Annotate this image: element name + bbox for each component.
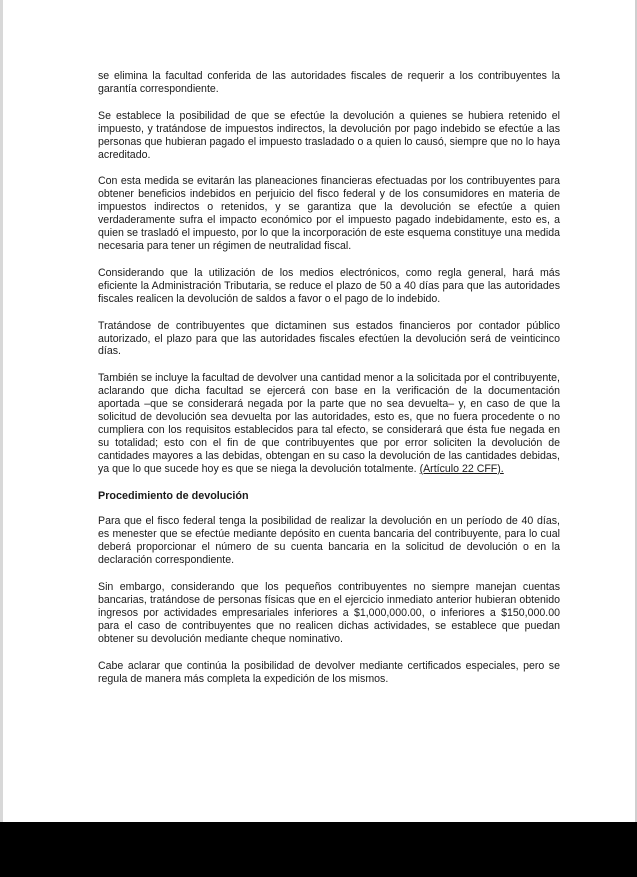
paragraph-text: Para que el fisco federal tenga la posibilidad de realizar la devolución en un período de 40 días, es menester que se efectúe mediante depósito en cuenta bancaria del contribuyente, para lo cual deberá proporcionar el número de su cuenta bancaria en la solicitud de devolución o en la declaración correspondiente. — [98, 515, 560, 567]
paragraph-garantia — [98, 70, 560, 96]
paragraph-text: Se establece la posibilidad de que se efectúe la devolución a quienes se hubiera retenido el impuesto, y tratándose de impuestos indirectos, la devolución por pago indebido se efectúe a las personas que hubieran pagado el impuesto trasladado o a quien lo causó, siempre que no lo haya acreditado. — [98, 109, 560, 161]
paragraph-text: También se incluye la facultad de devolver una cantidad menor a la solicitada por el contribuyente, aclarando que dicha facultad se ejercerá con base en la verificación de la documentación aportada –que se considerará negada por la parte que no sea devuelta– y, en caso de que la solicitud de devolución sea devuelta por las autoridades, esto es, que no fuera procedente o no cumpliera con los requisitos establecidos para tal efecto, se considerará que ésta fue negada en su totalidad; esto con el fin de que contribuyentes que por error soliciten la devolución de cantidades mayores a las debidas, obtengan en su caso la devolución de las cantidades debidas, ya que lo que sucede hoy es que se niega la devolución totalmente. — [98, 372, 560, 475]
scan-bottom-band — [0, 822, 637, 877]
paragraph-dictamen — [98, 320, 560, 359]
paragraph-pequenos-contribuyentes — [98, 581, 560, 646]
paragraph-text: se elimina la facultad conferida de las autoridades fiscales de requerir a los contribuyentes la garantía correspondiente. — [98, 70, 560, 95]
document-body — [98, 70, 560, 699]
paragraph-text: Cabe aclarar que continúa la posibilidad de devolver mediante certificados especiales, pero se regula de manera más completa la expedición de los mismos. — [98, 659, 560, 685]
paragraph-certificados — [98, 660, 560, 686]
paragraph-medios-electronicos — [98, 267, 560, 306]
paragraph-cuenta-bancaria — [98, 515, 560, 567]
paragraph-cantidad-menor — [98, 372, 560, 475]
scan-edge-left — [0, 0, 3, 822]
paragraph-text: Con esta medida se evitarán las planeaciones financieras efectuadas por los contribuyentes para obtener beneficios indebidos en perjuicio del fisco federal y de los consumidores en materia de impuestos indirectos o retenidos, y se garantiza que la devolución se efectúe a quien verdaderamente sufra el impacto económico por el impuesto pagado indebidamente, esto es, a quien se trasladó el impuesto, por lo que la incorporación de este esquema constituye una medida necesaria para tener un régimen de neutralidad fiscal. — [98, 175, 560, 252]
paragraph-planeaciones — [98, 175, 560, 252]
article-reference: (Artículo 22 CFF). — [419, 462, 504, 475]
paragraph-retenido — [98, 110, 560, 162]
paragraph-text: Considerando que la utilización de los medios electrónicos, como regla general, hará más eficiente la Administración Tributaria, se reduce el plazo de 50 a 40 días para que las autoridades fiscales realicen la devolución de saldos a favor o el pago de lo indebido. — [98, 266, 560, 305]
section-heading: Procedimiento de devolución — [98, 489, 249, 502]
paragraph-text: Tratándose de contribuyentes que dictaminen sus estados financieros por contador público autorizado, el plazo para que las autoridades fiscales efectúen la devolución será de veinticinco días. — [98, 319, 560, 358]
paragraph-text: Sin embargo, considerando que los pequeños contribuyentes no siempre manejan cuentas bancarias, tratándose de personas físicas que en el ejercicio inmediato anterior hubieran obtenido ingresos por actividades empresariales inferiores a $1,000,000.00, o inferiores a $150,000.00 para el caso de contribuyentes que no realicen dichas actividades, se establece que puedan obtener su devolución mediante cheque nominativo. — [98, 581, 560, 645]
